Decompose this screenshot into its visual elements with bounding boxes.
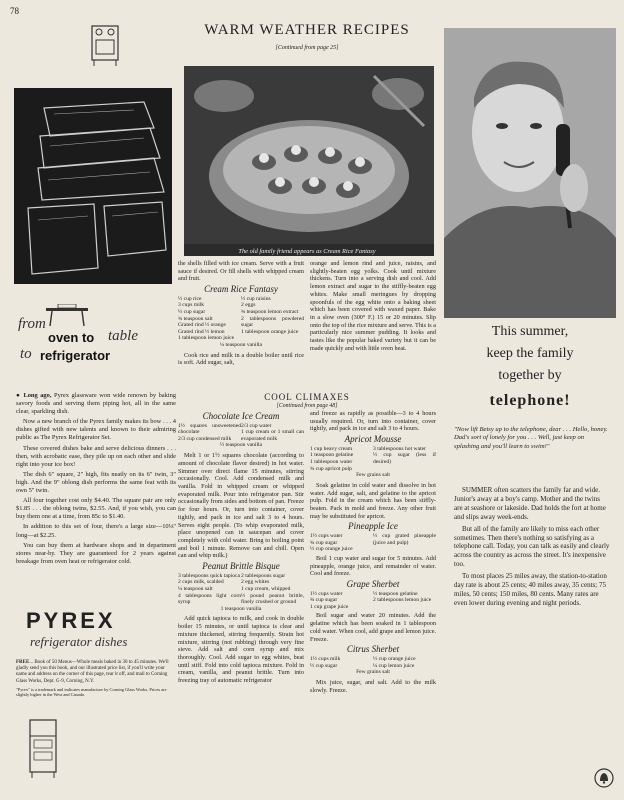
ingredient: ½ cup orange juice (373, 656, 416, 662)
ingredient: ½ cup sugar (178, 309, 206, 315)
page-number: 78 (10, 6, 19, 16)
ingredient: ¼ teaspoon salt (178, 585, 213, 592)
ingredient: 1 cup heavy cream (310, 445, 353, 452)
tel-para-2: But all of the family are likely to miss each other sometimes. Then there's nothing so satisfying as a telephone call. Today, you can talk as easily and clearly across the country as across the street. It's inexpensive too. (454, 524, 610, 569)
headline-line-4: telephone! (489, 392, 571, 409)
cool-climaxes-continued: [Continued from page 48] (276, 403, 338, 409)
recipes-title: WARM WEATHER RECIPES (204, 22, 410, 38)
apricot-title: Apricot Mousse (344, 434, 402, 445)
ingredient: 2 tablespoons sugar (241, 572, 286, 579)
cream-rice-photo (184, 66, 434, 244)
citrus-title: Citrus Sherbet (346, 644, 400, 655)
ingredient: 2 tablespoons lemon juice (373, 597, 432, 604)
ingredient: ½ pound peanut brittle, finely crushed or ground (241, 592, 304, 606)
pineapple-title: Pineapple Ice (348, 521, 398, 532)
apricot-text: Soak gelatine in cold water and dissolve in hot water. Add sugar, salt, and gelatine to the apricot pulp. Fold in the cream which has been stiffly-beaten. Pack in mold and freeze. Any other fruit may be substituted for apricot. (310, 481, 436, 520)
telephone-advertisement (444, 28, 616, 796)
cream-rice-title: Cream Rice Fantasy (204, 284, 278, 295)
apricot-ingredients (310, 446, 436, 472)
para4: The dish 6" square, 2" high, fits neatly on its 6" twin, 3" high. And the 9" oblong dish performs the same feat with its own 5" twin. (16, 470, 176, 495)
ingredient: ¾ teaspoon salt (178, 315, 213, 322)
free-offer (16, 660, 176, 698)
recipe-col-2 (310, 260, 436, 352)
recipes-column (176, 8, 438, 796)
tagline-refrigerator: refrigerator (40, 348, 111, 363)
grape-title: Grape Sherbet (346, 579, 400, 589)
ingredient: 2/3 cup water (241, 422, 272, 429)
ingredient: 1 teaspoon gelatine (310, 452, 354, 459)
para3: These covered dishes bake and serve delicious dinners . . . then, with acrobatic ease, they pile up on each other and slide right into your ice box! (16, 444, 176, 468)
ingredient: 1½ cups water (310, 590, 343, 597)
bullet-dot: ● (16, 392, 24, 399)
tagline-oven-to: oven to (48, 330, 95, 345)
stove-icon (88, 18, 122, 68)
ingredient: ¾ cup sugar (310, 539, 338, 546)
recipe-col-3 (178, 410, 304, 685)
pyrex-logo: PYREX (26, 608, 116, 633)
pyrex-subtitle: refrigerator dishes (30, 634, 128, 649)
tel-para-1: SUMMER often scatters the family far and wide. Junior's away at a boy's camp. Mother and the twins are at seashore or lakeside. Dad holds the fort at home and slips away week-ends. (454, 486, 606, 521)
ingredient: ½ cup raisins (241, 295, 271, 302)
peanut-ingredients (178, 573, 304, 606)
pyrex-dishes-photo (14, 88, 172, 284)
tel-para-3: To most places 25 miles away, the station-to-station day rate is about 25 cents; 40 miles away, 35 cents; 75 miles, 50 cents; 150 miles, 80 cents. Many rates are even lower during evening and night periods. (454, 572, 607, 607)
pineapple-ingredients (310, 533, 436, 553)
photo-caption: The old family friend appears as Cream Rice Fantasy (238, 248, 376, 255)
ingredient: ½ teaspoon gelatine (373, 590, 418, 597)
man-on-telephone-photo (444, 28, 616, 318)
para7: You can buy them at hardware shops and in department stores near-by. They are guaranteed for 2 years against breakage from oven heat or refrigerator cold. (16, 541, 176, 565)
tagline-from: from (18, 316, 46, 332)
headline-line-1: This summer, (491, 324, 569, 339)
tagline-to: to (20, 346, 32, 362)
grape-text: Boil sugar and water 20 minutes. Add the gelatine which has been soaked in 1 tablespoon cold water. When cool, add grape and lemon juice. Freeze. (310, 612, 436, 643)
para5: All four together cost only $4.40. The square pair are only $1.85 . . . the oblong twins, $2.55. And, if you wish, you can buy them one at a time, from 85c to $1.40. (16, 497, 176, 521)
cream-rice-text: Cook rice and milk in a double boiler until rice is soft. Add sugar, salt, (178, 351, 304, 367)
para1: Pyrex glassware won wide renown by baking savory foods and serving them piping hot, all in the same clear, sparkling dish. (16, 392, 176, 416)
ingredient: ¼ cup lemon juice (373, 662, 415, 669)
chocolate-ingredients (178, 423, 304, 443)
ingredient: 1 teaspoon vanilla (220, 605, 262, 612)
ingredient: 2 cups milk, scalded (178, 579, 224, 586)
pyrex-body-text (16, 392, 176, 568)
citrus-text: Mix juice, sugar, and salt. Add to the milk slowly. Freeze. (310, 678, 436, 694)
headline-line-2: keep the family (486, 346, 574, 361)
recipe-col-4 (310, 410, 436, 694)
ingredient: ¾ cup apricot pulp (310, 465, 352, 472)
ingredient: ½ cup sugar (310, 662, 338, 669)
ingredient: 3 tablespoons hot water (373, 445, 426, 452)
telephone-body-text (454, 486, 610, 611)
col2-text: orange and lemon rind and juice, raisins, and slightly-beaten egg yolks. Cook until mixture thickens. Turn into a serving dish and cool. Add lemon extract and sugar to the stiffly-beaten egg whites. Make small meringues by dropping spoonfuls of the egg white onto a baking sheet which has been covered with waxed paper. Bake in a slow oven (300° F.) 15 or 20 minutes. Slip onto the top of the rice mixture and serve. This is a particularly nice summer pudding. It looks and tastes like the popular baked variety but it can be made quickly and with little oven heat. (310, 260, 437, 352)
chocolate-title: Chocolate Ice Cream (202, 411, 280, 421)
ingredient: Grated rind ½ lemon (178, 328, 225, 335)
pyrex-advertisement (8, 8, 176, 796)
ingredient: 1 tablespoon water (310, 459, 353, 465)
refrigerator-icon (26, 716, 60, 780)
col2b-intro: and freeze as rapidly as possible—3 to 4 hours usually required. Or, turn into container, cover tightly, and pack in ice and salt 3 to 4 hours. (310, 410, 436, 433)
ingredient: ½ cup rice (178, 295, 202, 302)
grape-ingredients (310, 591, 436, 611)
ingredient: ¾ teaspoon lemon extract (241, 309, 299, 315)
ingredient: ¼ teaspoon vanilla (219, 341, 263, 348)
telephone-quote: "Now lift Betsy up to the telephone, dear . . . Hello, honey. Dad's sort of lonely for you . . . Well, just keep on splashing and you'll learn to swim!" (454, 426, 608, 450)
ingredient: ¾ cup sugar (310, 597, 338, 604)
ingredient: ½ cup grated pineapple (juice and pulp) (373, 533, 436, 546)
para1-lead: Long ago, (23, 392, 52, 399)
ingredient: 1 tablespoon orange juice (241, 328, 299, 335)
ingredient: 2 eggs (241, 302, 256, 309)
ingredient: 1½ cups milk (310, 656, 341, 662)
ingredient: Grated rind ½ orange (178, 322, 226, 329)
bell-system-logo-icon (594, 768, 614, 788)
ingredient: Few grains salt (356, 472, 390, 479)
ingredient: Few grains salt (356, 669, 390, 676)
ingredient: 2 egg whites (241, 579, 270, 586)
free-lead: FREE (16, 660, 30, 665)
ingredient: 4 tablespoons light corn syrup (178, 592, 241, 606)
ingredient: ½ cup orange juice (310, 546, 353, 553)
para2: Now a new branch of the Pyrex family makes its bow . . . 4 dishes gifted with new talents and known to their admiring public as The Pyrex Refrigerator Set. (16, 418, 176, 442)
peanut-title: Peanut Brittle Bisque (202, 561, 280, 572)
ingredient: 1 cup cream, whipped (241, 585, 291, 592)
citrus-ingredients (310, 656, 436, 669)
ingredient: 1½ squares unsweetened chocolate (178, 422, 241, 436)
ingredient: ½ cup sugar (less if desired) (373, 452, 436, 465)
ingredient: 1 cup cream or 1 small can evaporated milk (241, 429, 304, 442)
cool-climaxes-title: COOL CLIMAXES (264, 392, 350, 402)
headline-line-3: together by (498, 368, 562, 383)
chocolate-text: Melt 1 or 1½ squares chocolate (according to amount of chocolate flavor desired) in hot water. Simmer over direct flame 15 minutes, stirring occasionally. Cool. Add condensed milk and vanilla. Fold in whipped cream or whipped evaporated milk. Pour into refrigerator pan. Stir occasionally from sides and bottom of pan. Freeze for four hours. Or, turn into container, cover tightly, and pack in ice and salt 3 to 4 hours. Serves eight people. (To whip evaporated milk, place unopened can in saucepan and cover completely with cold water. Bring to boiling point and boil 1 minute. Remove can and chill. Open can and whip milk.) (178, 452, 304, 560)
ingredient: 1 cup grape juice (310, 603, 349, 610)
cream-rice-ingredients (178, 296, 304, 342)
tagline-table: table (108, 328, 138, 344)
ingredient: ½ teaspoon vanilla (219, 442, 263, 449)
table-icon (44, 304, 90, 328)
ingredient: 2 tablespoons powdered sugar (241, 315, 304, 329)
ingredient: 2/3 cup condensed milk (178, 435, 232, 442)
ingredient: 3 cups milk (178, 302, 205, 309)
ingredient: 3 tablespoons quick tapioca (178, 572, 240, 579)
ingredient: 1½ cups water (310, 533, 343, 540)
recipes-continued: [Continued from page 25] (275, 45, 339, 51)
free-text: ... Book of 50 Menus—Whole meals baked in 30 to 45 minutes. We'll gladly send you this book, and our illustrated price list, if you'll write your name and address on the corner of this page, tear it off, and mail to Corning Glass Works, Dept. G-9, Corning, N.Y. (16, 660, 169, 684)
col1-intro: the shells filled with ice cream. Serve with a fruit sauce if desired. Or fill shells with whipped cream and fruit. (178, 260, 304, 283)
pineapple-text: Boil 1 cup water and sugar for 5 minutes. Add pineapple, orange juice, and remainder of water. Cool and freeze. (310, 554, 436, 578)
recipe-col-1 (178, 260, 304, 367)
peanut-text: Add quick tapioca to milk, and cook in double boiler 15 minutes, or until tapioca is clear and mixture thickened, stirring frequently. Strain hot mixture, stirring (not rubbing) through very fine sieve. Add salt and corn syrup and mix thoroughly. Cool. Add sugar to egg whites, beat until stiff. Fold into cold tapioca mixture. Fold in cream, vanilla, and peanut brittle. Turn into freezing tray of automatic refrigerator (178, 615, 304, 685)
ingredient: 1 tablespoon lemon juice (178, 335, 235, 342)
para6: In addition to this set of four, there's a large size—10⅛" long—at $2.25. (16, 523, 176, 539)
trademark-note: "Pyrex" is a trademark and indicates manufacture by Corning Glass Works. Prices are slightly higher in the West and Canada. (16, 686, 167, 698)
